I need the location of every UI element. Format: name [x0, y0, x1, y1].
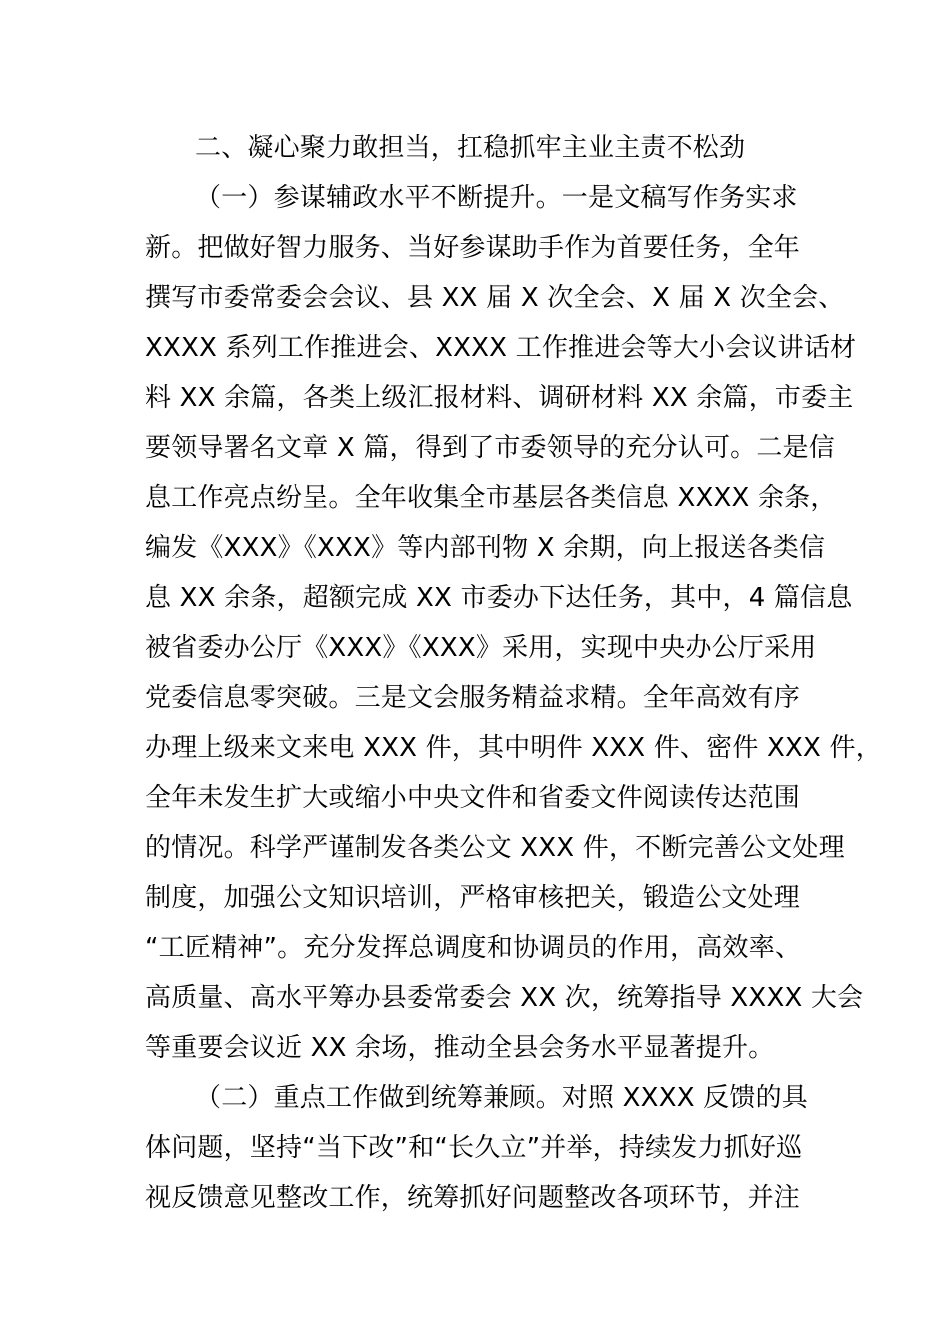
- paragraph-line: 全年未发生扩大或缩小中央文件和省委文件阅读传达范围: [145, 783, 801, 813]
- paragraph-line: 息 XX 余条，超额完成 XX 市委办下达任务，其中，4 篇信息: [145, 583, 853, 613]
- paragraph-line: “工匠精神”。充分发挥总调度和协调员的作用，高效率、: [145, 933, 802, 963]
- paragraph-line: （一）参谋辅政水平不断提升。一是文稿写作务实求: [195, 183, 798, 213]
- paragraph-line: 料 XX 余篇，各类上级汇报材料、调研材料 XX 余篇，市委主: [145, 383, 854, 413]
- paragraph-line: 体问题，坚持“当下改”和“长久立”并举，持续发力抓好巡: [145, 1133, 803, 1163]
- paragraph-line: 新。把做好智力服务、当好参谋助手作为首要任务，全年: [145, 233, 801, 263]
- paragraph-line: 制度，加强公文知识培训，严格审核把关，锻造公文处理: [145, 883, 801, 913]
- paragraph-line: 办理上级来文来电 XXX 件，其中明件 XXX 件、密件 XXX 件，: [145, 733, 882, 763]
- paragraph-line: 撰写市委常委会会议、县 XX 届 X 次全会、X 届 X 次全会、: [145, 283, 845, 313]
- paragraph-line: 被省委办公厅《XXX》《XXX》采用，实现中央办公厅采用: [145, 633, 817, 663]
- paragraph-line: 息工作亮点纷呈。全年收集全市基层各类信息 XXXX 余条，: [145, 483, 837, 513]
- paragraph-line: 党委信息零突破。三是文会服务精益求精。全年高效有序: [145, 683, 801, 713]
- paragraph-line: 要领导署名文章 X 篇，得到了市委领导的充分认可。二是信: [145, 433, 835, 463]
- paragraph-line: 高质量、高水平筹办县委常委会 XX 次，统筹指导 XXXX 大会: [145, 983, 864, 1013]
- paragraph-line: （二）重点工作做到统筹兼顾。对照 XXXX 反馈的具: [195, 1083, 808, 1113]
- paragraph-line: 编发《XXX》《XXX》等内部刊物 X 余期，向上报送各类信: [145, 533, 826, 563]
- paragraph-line: 的情况。科学严谨制发各类公文 XXX 件，不断完善公文处理: [145, 833, 845, 863]
- section-heading: 二、凝心聚力敢担当，扛稳抓牢主业主责不松劲: [195, 133, 746, 163]
- paragraph-line: 等重要会议近 XX 余场，推动全县会务水平显著提升。: [145, 1033, 775, 1063]
- paragraph-line: 视反馈意见整改工作，统筹抓好问题整改各项环节，并注: [145, 1183, 801, 1213]
- paragraph-line: XXXX 系列工作推进会、XXXX 工作推进会等大小会议讲话材: [145, 333, 857, 363]
